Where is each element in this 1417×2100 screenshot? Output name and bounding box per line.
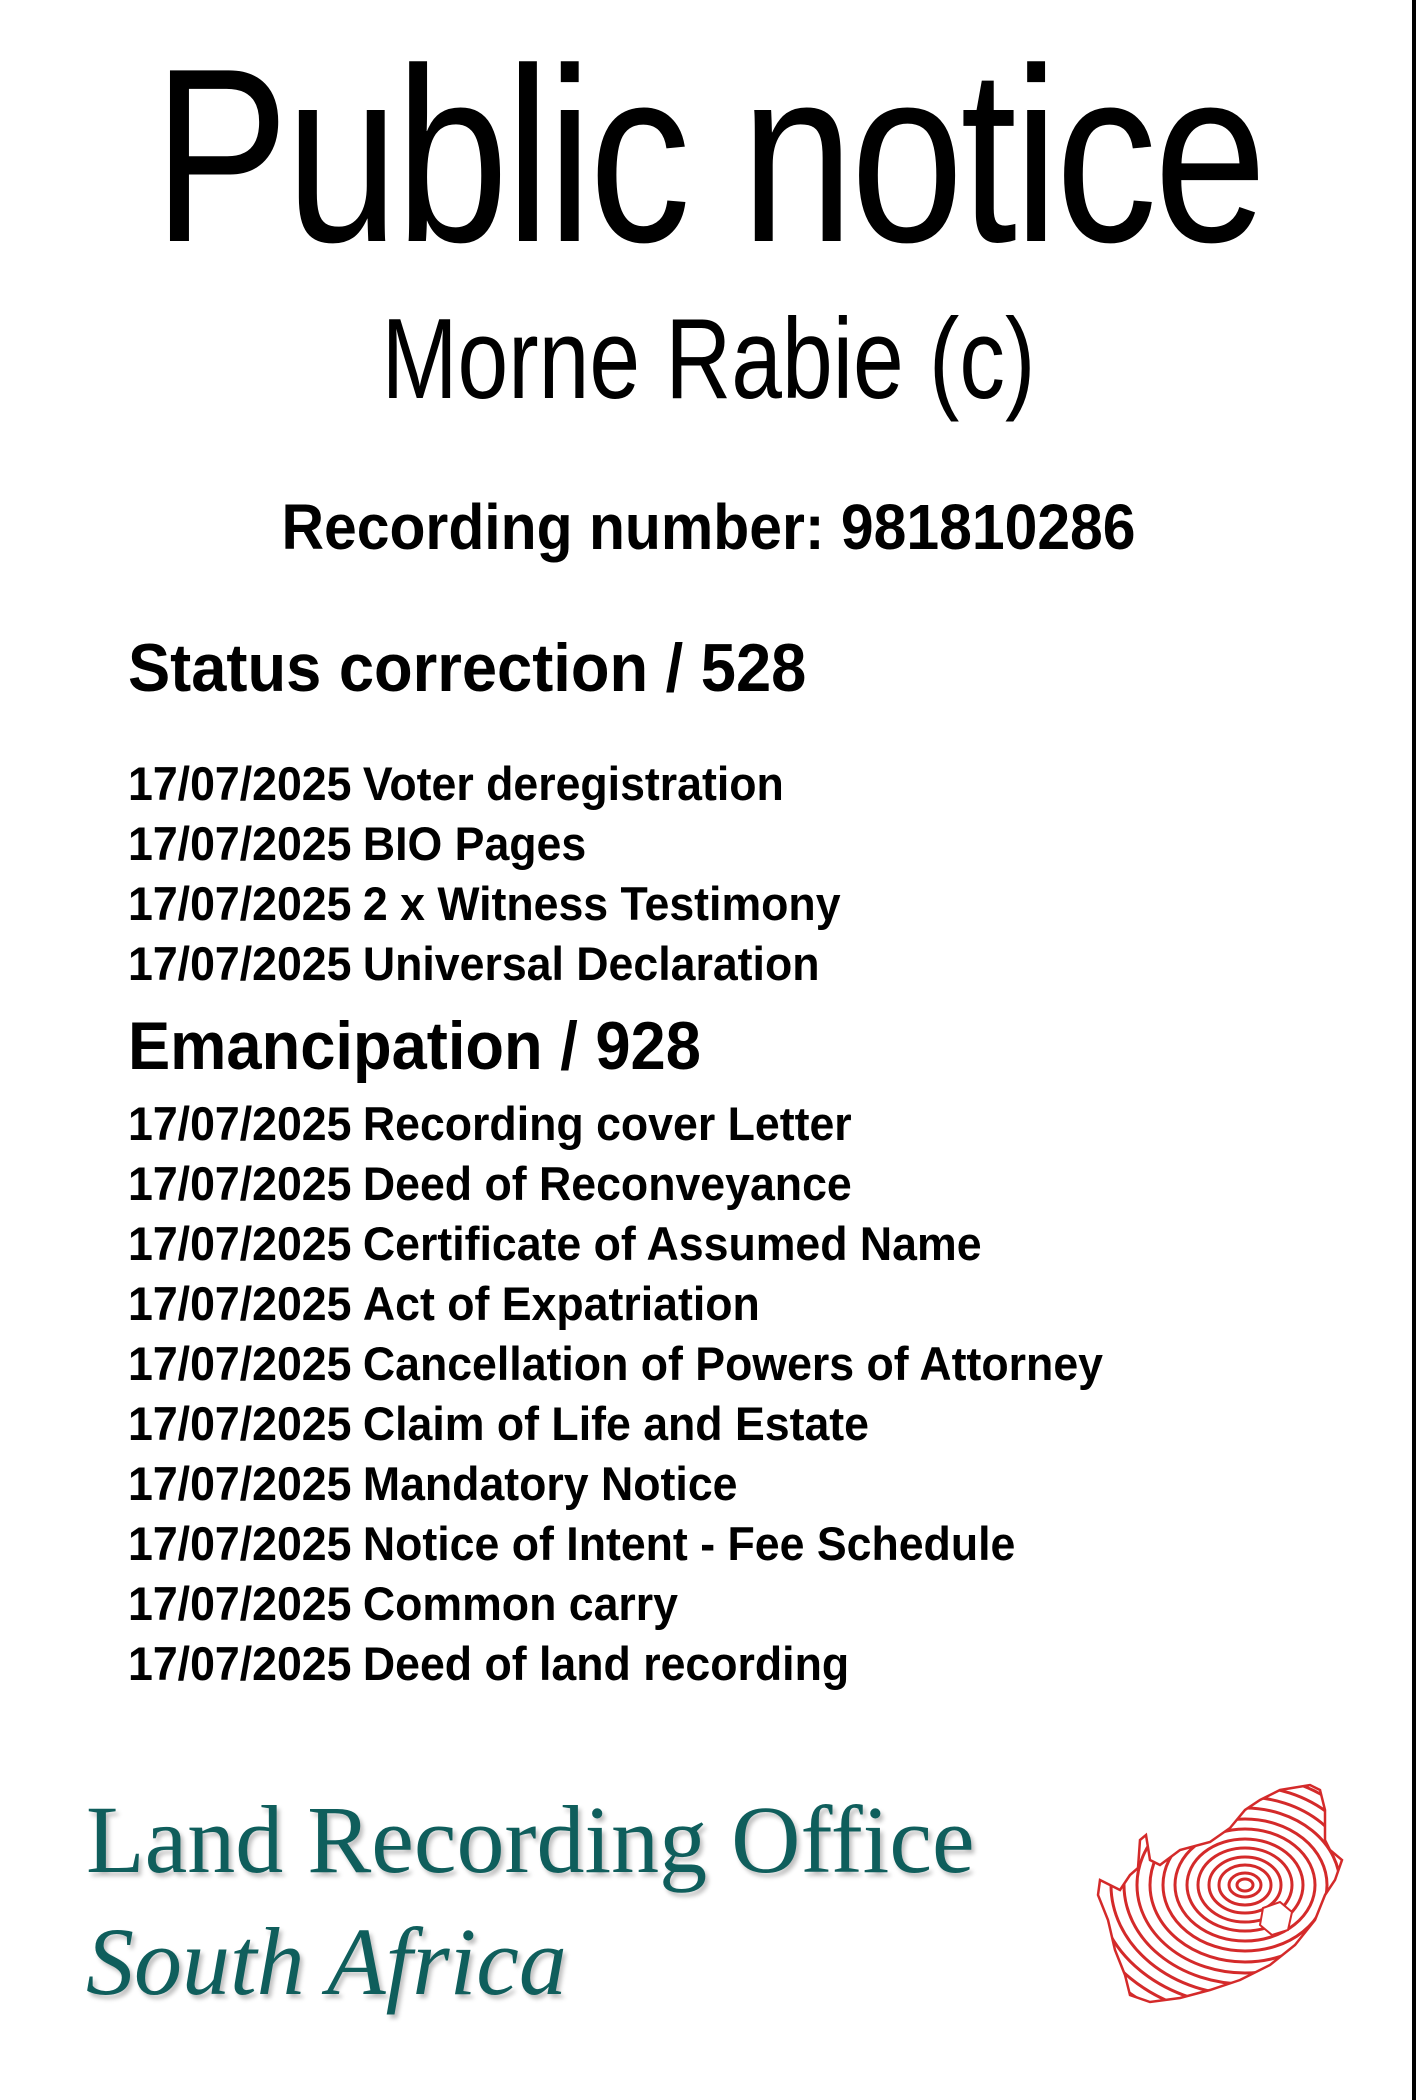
list-item [128,1514,1103,1574]
entry-date: 17/07/2025 [128,1517,352,1570]
entry-date: 17/07/2025 [128,1097,352,1150]
list-item [128,934,841,994]
list-item [128,1574,1103,1634]
list-item [128,1154,1103,1214]
entry-date: 17/07/2025 [128,1637,352,1690]
entry-text: Universal Declaration [362,937,820,990]
entry-text: Voter deregistration [362,757,784,810]
entry-text: Certificate of Assumed Name [362,1217,982,1270]
list-item [128,1274,1103,1334]
list-item [128,1394,1103,1454]
list-item [128,1634,1103,1694]
entry-date: 17/07/2025 [128,1397,352,1450]
entry-text: Notice of Intent - Fee Schedule [362,1517,1016,1570]
entry-text: Recording cover Letter [362,1097,852,1150]
status-correction-list [128,754,878,994]
entry-date: 17/07/2025 [128,877,352,930]
entry-text: Deed of Reconveyance [362,1157,852,1210]
entry-date: 17/07/2025 [128,1457,352,1510]
list-item [128,1214,1103,1274]
section-heading-emancipation: Emancipation / 928 [128,1008,701,1084]
entry-date: 17/07/2025 [128,1217,352,1270]
list-item [128,874,841,934]
list-item [128,1334,1103,1394]
logo-text-land-recording-office: Land Recording Office [86,1786,975,1893]
entry-text: Act of Expatriation [362,1277,760,1330]
list-item [128,754,841,814]
page-title: Public notice [153,16,1264,294]
list-item [128,1454,1103,1514]
entry-text: Deed of land recording [362,1637,850,1690]
logo-text-south-africa: South Africa [86,1908,567,2015]
entry-date: 17/07/2025 [128,1157,352,1210]
page-right-border [1412,0,1416,2100]
entry-text: BIO Pages [362,817,587,870]
entry-date: 17/07/2025 [128,1337,352,1390]
entry-text: Claim of Life and Estate [362,1397,870,1450]
list-item [128,814,841,874]
entry-text: Common carry [362,1577,679,1630]
section-heading-status-correction: Status correction / 528 [128,630,807,706]
entry-text: Mandatory Notice [362,1457,738,1510]
entry-date: 17/07/2025 [128,817,352,870]
entry-date: 17/07/2025 [128,1277,352,1330]
notice-subject-name: Morne Rabie (c) [381,296,1036,423]
emancipation-list [128,1094,1154,1694]
entry-text: 2 x Witness Testimony [362,877,841,930]
entry-date: 17/07/2025 [128,757,352,810]
entry-text: Cancellation of Powers of Attorney [362,1337,1104,1390]
entry-date: 17/07/2025 [128,1577,352,1630]
list-item [128,1094,1103,1154]
recording-number: Recording number: 981810286 [281,491,1136,563]
south-africa-fingerprint-map-icon [1080,1780,1350,2015]
entry-date: 17/07/2025 [128,937,352,990]
